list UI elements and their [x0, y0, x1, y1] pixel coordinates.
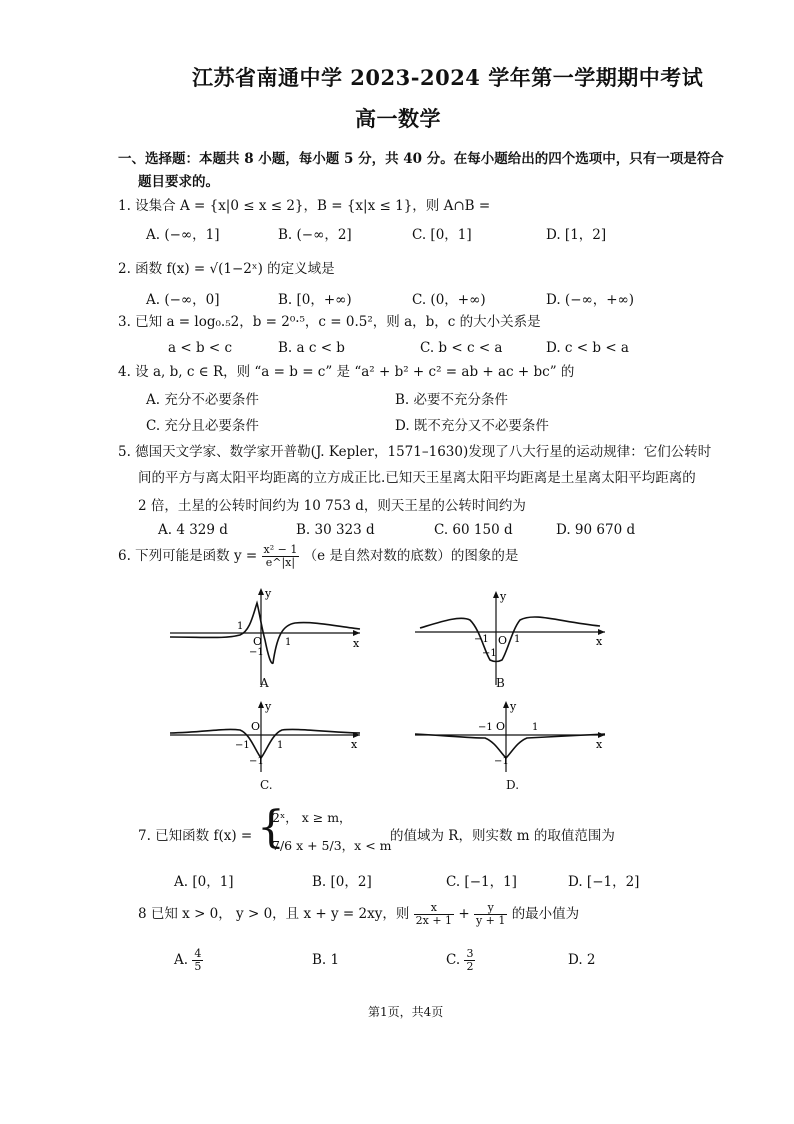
q5-line-2: 间的平方与离太阳平均距离的立方成正比.已知天王星离太阳平均距离是土星离太阳平均距离的	[138, 470, 696, 486]
q6-graph-c	[165, 700, 365, 775]
q8-stem-post: 的最小值为	[511, 906, 580, 922]
graph-a-y: y	[265, 587, 272, 600]
graph-d-x-one: 1	[532, 722, 539, 733]
q5-option-d: D. 90 670 d	[556, 522, 636, 538]
q1-option-d: D. [1，2]	[546, 227, 607, 243]
q3-option-b: B. a c < b	[278, 340, 345, 356]
graph-a-origin: O	[253, 635, 263, 648]
q7-option-a: A. [0，1]	[174, 874, 234, 890]
q4-option-d: D. 既不充分又不必要条件	[395, 418, 549, 434]
q6-stem	[118, 544, 518, 569]
q8-plus: +	[458, 906, 470, 922]
q6-graph-b	[410, 590, 610, 690]
q6-graph-a-label: A	[260, 676, 269, 690]
graph-a-x: x	[353, 637, 360, 650]
q4-stem: 4. 设 a, b, c ∈ R，则 “a = b = c” 是 “a² + b² + c² = ab + ac + bc” 的	[118, 364, 575, 380]
q3-stem: 3. 已知 a = log₀.₅2，b = 2⁰·⁵，c = 0.5²，则 a，b，c 的大小关系是	[118, 314, 541, 330]
q8-frac-1-den: 2x + 1	[415, 914, 453, 927]
q8-option-c-den: 2	[466, 960, 474, 973]
q8-option-a-frac	[192, 948, 203, 973]
q4-option-c: C. 充分且必要条件	[146, 418, 259, 434]
q5-option-b: B. 30 323 d	[296, 522, 375, 538]
q3-option-a: a < b < c	[168, 340, 233, 356]
q8-frac-2-den: y + 1	[475, 914, 506, 927]
graph-c-neg-one: −1	[249, 756, 264, 767]
q8-option-a-den: 5	[194, 960, 202, 973]
graph-a-x-one: 1	[285, 637, 292, 648]
q8-option-a-label: A.	[174, 952, 189, 968]
graph-a-neg-one: −1	[249, 647, 264, 658]
q5-line-1: 5. 德国天文学家、数学家开普勒(J. Kepler，1571–1630)发现了八大行星的运动规律：它们公转时	[118, 444, 712, 460]
q8-stem-pre: 8 已知 x > 0， y > 0，且 x + y = 2xy，则	[138, 906, 410, 922]
graph-b-neg-one-x: −1	[474, 634, 489, 645]
graph-d-neg-one-x: −1	[478, 722, 493, 733]
q7-stem-pre: 7. 已知函数 f(x) =	[138, 828, 253, 844]
q6-stem-pre: 6. 下列可能是函数 y =	[118, 548, 258, 564]
q5-option-a: A. 4 329 d	[158, 522, 228, 538]
graph-d-x: x	[596, 738, 603, 751]
q7-option-b: B. [0，2]	[312, 874, 372, 890]
q8-option-c	[446, 948, 475, 973]
exam-title: 江苏省南通中学 2023-2024 学年第一学期期中考试	[192, 65, 704, 90]
q5-line-3: 2 倍，土星的公转时间约为 10 753 d，则天王星的公转时间约为	[138, 498, 526, 514]
q1-stem: 1. 设集合 A = {x|0 ≤ x ≤ 2}，B = {x|x ≤ 1}，则 A∩B =	[118, 198, 491, 214]
q3-option-c: C. b < c < a	[420, 340, 503, 356]
q2-stem: 2. 函数 f(x) = √(1−2ˣ) 的定义域是	[118, 261, 335, 277]
q2-option-c: C. (0，+∞)	[412, 292, 486, 308]
graph-d-neg-one: −1	[494, 756, 509, 767]
q7-case-2: 7/6 x + 5/3，x < m	[272, 838, 392, 853]
graph-b-x-one: 1	[514, 634, 521, 645]
q8-option-a	[174, 948, 203, 973]
graph-c-origin: O	[251, 720, 261, 733]
subject-title: 高一数学	[355, 106, 441, 131]
q6-frac-num: x² − 1	[263, 543, 298, 556]
q1-option-c: C. [0，1]	[412, 227, 472, 243]
q8-option-c-label: C.	[446, 952, 461, 968]
graph-b-origin: O	[498, 634, 508, 647]
q1-option-a: A. (−∞，1]	[146, 227, 220, 243]
q8-option-b: B. 1	[312, 952, 340, 968]
graph-b-neg-one: −1	[482, 648, 497, 659]
q6-graph-b-label: B	[496, 676, 505, 690]
q8-frac-1	[414, 902, 454, 927]
q2-option-a: A. (−∞，0]	[146, 292, 220, 308]
q4-option-a: A. 充分不必要条件	[146, 392, 259, 408]
section-heading: 一、选择题：本题共 8 小题，每小题 5 分，共 40 分。在每小题给出的四个选项中，只有一项是符合	[118, 151, 724, 167]
q1-option-b: B. (−∞，2]	[278, 227, 352, 243]
q6-graph-c-label: C.	[260, 778, 273, 792]
q6-fraction	[262, 544, 300, 569]
q7-brace: {	[257, 802, 285, 853]
graph-a-one: 1	[237, 621, 244, 632]
q7-case-1: 2ˣ， x ≥ m，	[272, 810, 352, 825]
graph-c-neg-one-x: −1	[235, 740, 250, 751]
q7-stem-post: 的值域为 R，则实数 m 的取值范围为	[390, 828, 615, 844]
q7-option-c: C. [−1，1]	[446, 874, 517, 890]
section-heading-cont: 题目要求的。	[138, 174, 219, 190]
q2-option-d: D. (−∞，+∞)	[546, 292, 635, 308]
graph-b-y: y	[500, 590, 507, 603]
graph-d-y: y	[510, 700, 517, 713]
page-footer: 第1页，共4页	[368, 1005, 444, 1019]
graph-c-y: y	[265, 700, 272, 713]
q8-option-a-num: 4	[194, 947, 202, 960]
q8-stem	[138, 902, 579, 927]
q6-frac-den: e^|x|	[265, 556, 296, 569]
q6-graph-d-label: D.	[506, 778, 520, 792]
q3-option-d: D. c < b < a	[546, 340, 629, 356]
q8-option-c-num: 3	[466, 947, 474, 960]
q4-option-b: B. 必要不充分条件	[395, 392, 509, 408]
q8-frac-2-num: y	[474, 902, 507, 915]
q8-frac-1-num: x	[414, 902, 454, 915]
q8-frac-2	[474, 902, 507, 927]
q8-option-c-frac	[464, 948, 475, 973]
q8-option-d: D. 2	[568, 952, 596, 968]
graph-b-x: x	[596, 635, 603, 648]
q7-option-d: D. [−1，2]	[568, 874, 640, 890]
q6-graph-d	[410, 700, 610, 775]
q5-option-c: C. 60 150 d	[434, 522, 513, 538]
graph-d-origin: O	[496, 720, 506, 733]
q6-stem-post: （e 是自然对数的底数）的图象的是	[303, 548, 519, 564]
q2-option-b: B. [0，+∞)	[278, 292, 352, 308]
graph-c-x: x	[351, 738, 358, 751]
graph-c-x-one: 1	[277, 740, 284, 751]
